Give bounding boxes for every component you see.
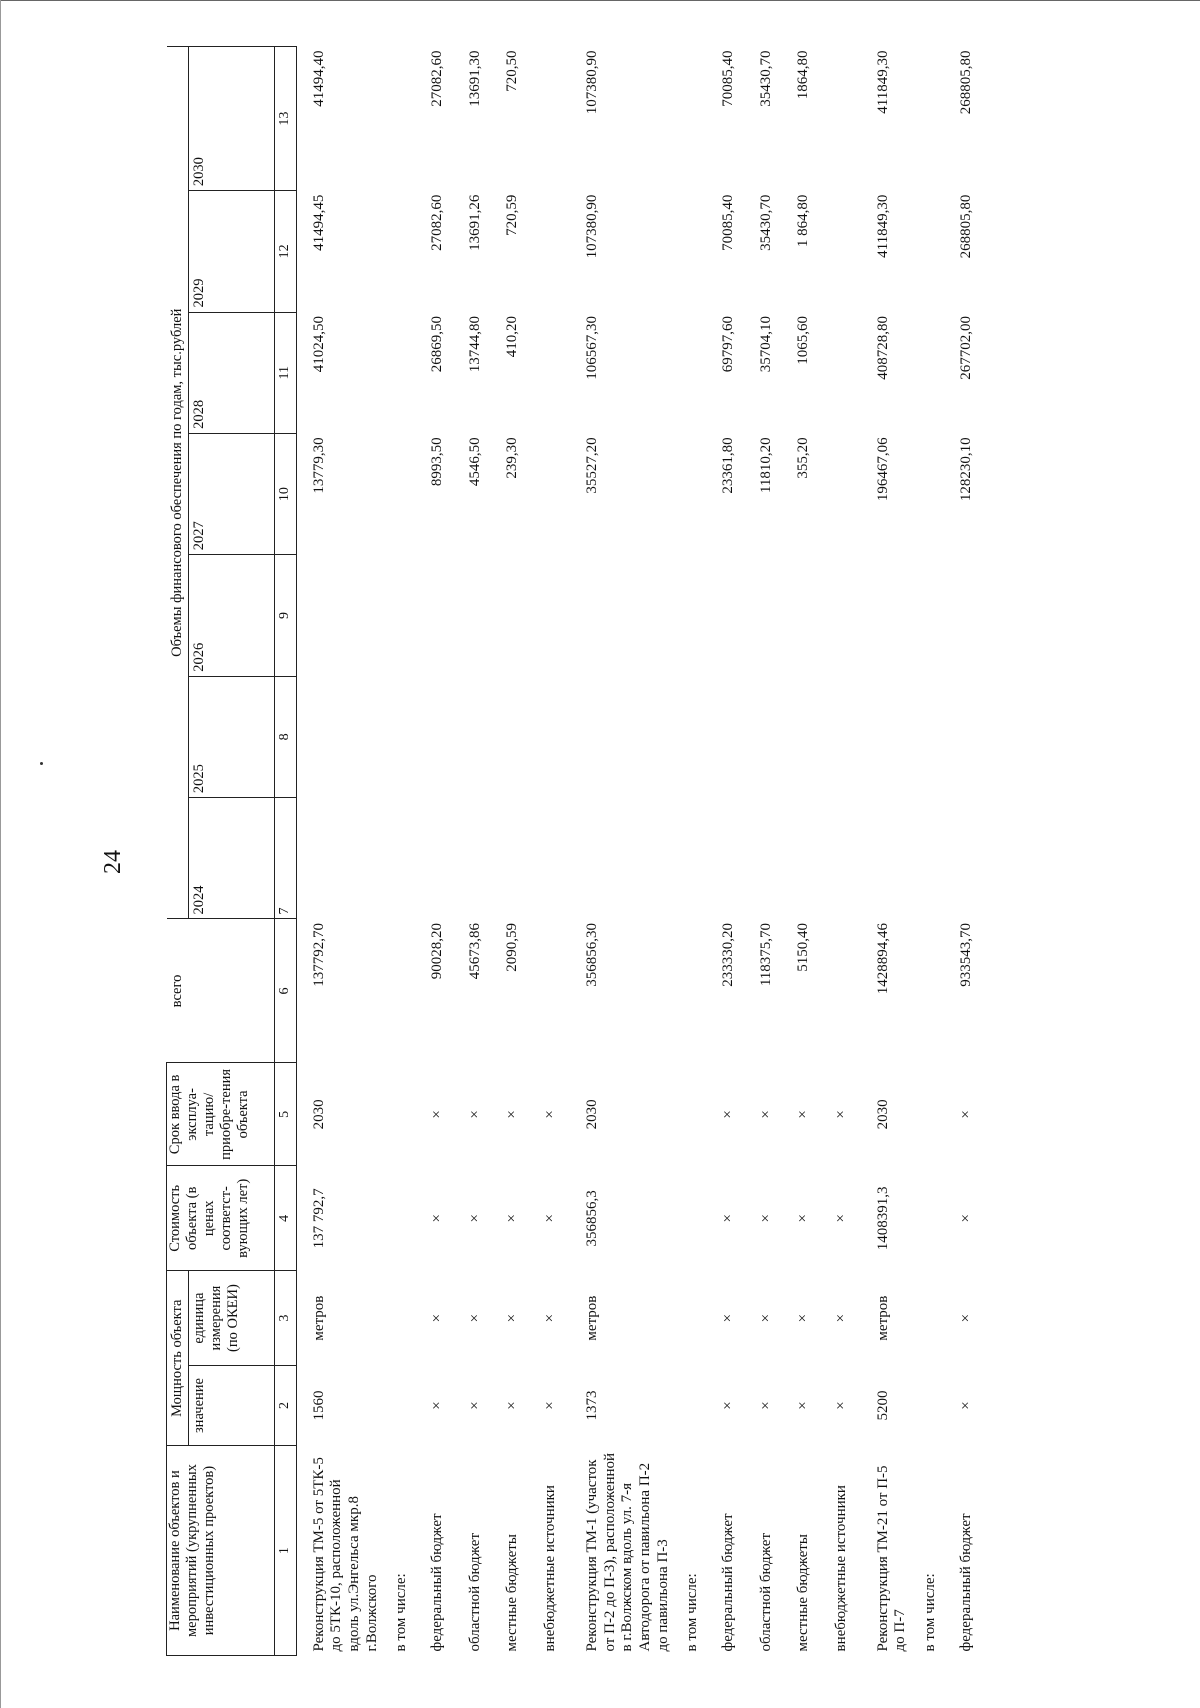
- cell-y2028: 26869,50: [429, 316, 446, 373]
- table-body: [296, 47, 985, 1656]
- cell-y2026: [748, 555, 786, 676]
- cell-total: [823, 919, 861, 1063]
- empty-cell: [914, 919, 948, 1063]
- empty-cell: [385, 191, 419, 312]
- table-row-source: [710, 47, 748, 1656]
- cell-y2026: [785, 555, 823, 676]
- cell-term: ×: [795, 1110, 812, 1119]
- empty-cell: [385, 676, 419, 797]
- column-number: 10: [275, 433, 297, 554]
- cell-value: ×: [466, 1401, 483, 1410]
- cell-total: 933543,70: [957, 922, 974, 987]
- column-number: 7: [275, 798, 297, 919]
- page-number: 24: [99, 850, 126, 874]
- empty-cell: [676, 1365, 710, 1445]
- row-name: федеральный бюджет: [429, 1513, 446, 1652]
- table-row-project: [570, 47, 676, 1656]
- cell-y2026: [494, 555, 532, 676]
- cell-y2030: 1864,80: [795, 50, 812, 100]
- cell-y2026: [861, 555, 914, 676]
- cell-total: 118375,70: [757, 922, 774, 987]
- cell-y2029: 268805,80: [957, 194, 974, 259]
- cell-y2027: 196467,06: [874, 437, 891, 502]
- row-name: Реконструкция ТМ-5 от 5ТК-5 до 5ТК-10, расположенной вдоль ул.Энгельса мкр.8 г.Волжского: [310, 1457, 380, 1652]
- cell-y2026: [710, 555, 748, 676]
- cell-y2025: [785, 676, 823, 797]
- table-row-source: [457, 47, 495, 1656]
- cell-y2025: [861, 676, 914, 797]
- cell-y2024: [532, 798, 570, 919]
- column-number: 1: [275, 1446, 297, 1656]
- empty-cell: [914, 676, 948, 797]
- header-cost: Стоимость объекта (в ценах соответст-вующих лет): [167, 1166, 275, 1271]
- cell-cost: 137 792,7: [310, 1188, 327, 1249]
- cell-y2028: 408728,80: [874, 316, 891, 380]
- cell-y2027: [823, 433, 861, 554]
- column-number: 4: [275, 1166, 297, 1271]
- column-number: 2: [275, 1365, 297, 1445]
- column-number: 8: [275, 676, 297, 797]
- empty-cell: [676, 433, 710, 554]
- column-number: 5: [275, 1063, 297, 1166]
- cell-total: 1428894,46: [874, 922, 891, 995]
- empty-cell: [385, 1271, 419, 1366]
- row-name: областной бюджет: [466, 1532, 483, 1652]
- table-row-source: [823, 47, 861, 1656]
- table-row-source: [532, 47, 570, 1656]
- cell-unit: ×: [957, 1313, 974, 1323]
- cell-unit: метров: [583, 1295, 600, 1341]
- empty-cell: [385, 433, 419, 554]
- empty-cell: [385, 1365, 419, 1445]
- cell-y2024: [785, 798, 823, 919]
- cell-cost: ×: [429, 1214, 446, 1223]
- empty-cell: [385, 312, 419, 433]
- empty-cell: [914, 191, 948, 312]
- header-year: 2029: [189, 191, 275, 312]
- column-number: 3: [275, 1271, 297, 1366]
- row-name: Реконструкция ТМ-1 (участок от П-2 до П-3), расположенной в г.Волжском вдоль ул. 7-я Автодорога от павильона П-2 до павильона П-3: [583, 1452, 671, 1652]
- cell-unit: ×: [833, 1313, 849, 1323]
- cell-value: ×: [795, 1401, 812, 1410]
- column-number: 13: [275, 47, 297, 191]
- cell-cost: ×: [833, 1214, 849, 1223]
- cell-y2028: [823, 312, 861, 433]
- scan-edge-left: [0, 0, 1, 1708]
- cell-y2025: [823, 676, 861, 797]
- cell-y2029: 35430,70: [757, 194, 774, 251]
- cell-value: ×: [757, 1401, 774, 1410]
- empty-cell: [914, 47, 948, 191]
- cell-y2027: [532, 433, 570, 554]
- empty-cell: [676, 798, 710, 919]
- scan-speck: [40, 762, 43, 765]
- cell-y2028: 41024,50: [310, 316, 327, 373]
- cell-y2028: 69797,60: [719, 316, 736, 373]
- row-name: Реконструкция ТМ-21 от П-5 до П-7: [874, 1465, 909, 1652]
- empty-cell: [676, 676, 710, 797]
- empty-cell: [676, 191, 710, 312]
- cell-term: ×: [504, 1110, 521, 1119]
- cell-unit: ×: [429, 1313, 446, 1323]
- cell-term: ×: [833, 1110, 849, 1119]
- cell-term: 2030: [583, 1099, 600, 1130]
- empty-cell: [914, 555, 948, 676]
- cell-term: 2030: [310, 1099, 327, 1130]
- cell-unit: ×: [466, 1313, 483, 1323]
- cell-total: 356856,30: [583, 922, 600, 987]
- cell-unit: ×: [795, 1313, 812, 1323]
- row-name: местные бюджеты: [795, 1534, 812, 1652]
- cell-value: ×: [957, 1401, 974, 1410]
- cell-total: 137792,70: [310, 922, 327, 987]
- cell-y2030: [823, 47, 861, 191]
- cell-y2027: 4546,50: [466, 437, 483, 487]
- cell-total: 5150,40: [795, 922, 812, 972]
- table-row-project: [861, 47, 914, 1656]
- cell-y2027: 23361,80: [719, 437, 736, 494]
- table-row-source: [494, 47, 532, 1656]
- cell-y2030: 107380,90: [583, 50, 600, 115]
- cell-y2029: 720,59: [504, 194, 521, 236]
- row-name: внебюджетные источники: [833, 1485, 849, 1652]
- empty-cell: [914, 1271, 948, 1366]
- cell-total: 45673,86: [466, 922, 483, 980]
- cell-cost: ×: [466, 1214, 483, 1223]
- cell-y2026: [948, 555, 986, 676]
- cell-value: 1373: [583, 1390, 600, 1421]
- cell-value: ×: [429, 1401, 446, 1410]
- cell-total: 2090,59: [504, 922, 521, 972]
- empty-cell: [676, 1166, 710, 1271]
- row-name: местные бюджеты: [504, 1534, 521, 1652]
- cell-total: [532, 919, 570, 1063]
- cell-term: ×: [957, 1110, 974, 1119]
- cell-y2025: [296, 676, 385, 797]
- cell-y2024: [710, 798, 748, 919]
- cell-y2027: 355,20: [795, 437, 812, 479]
- cell-term: ×: [466, 1110, 483, 1119]
- cell-y2026: [532, 555, 570, 676]
- table-row-including: [676, 47, 710, 1656]
- column-number: 12: [275, 191, 297, 312]
- cell-cost: 1408391,3: [874, 1186, 891, 1251]
- empty-cell: [914, 312, 948, 433]
- cell-y2025: [948, 676, 986, 797]
- cell-y2025: [419, 676, 457, 797]
- cell-unit: метров: [310, 1295, 327, 1341]
- cell-y2027: 239,30: [504, 437, 521, 479]
- cell-unit: ×: [757, 1313, 774, 1323]
- cell-value: ×: [542, 1401, 559, 1410]
- header-year: 2026: [189, 555, 275, 676]
- empty-cell: [385, 555, 419, 676]
- table-row-source: [785, 47, 823, 1656]
- cell-cost: ×: [795, 1214, 812, 1223]
- table-row-source: [748, 47, 786, 1656]
- header-capacity-unit: единица измерения (по ОКЕИ): [189, 1271, 275, 1366]
- empty-cell: [676, 555, 710, 676]
- cell-unit: ×: [719, 1313, 736, 1323]
- cell-value: ×: [719, 1401, 736, 1410]
- cell-y2028: 35704,10: [757, 316, 774, 373]
- row-name: областной бюджет: [757, 1532, 774, 1652]
- empty-cell: [676, 47, 710, 191]
- cell-cost: ×: [957, 1214, 974, 1223]
- header-year: 2024: [189, 798, 275, 919]
- table-row-including: [914, 47, 948, 1656]
- cell-y2026: [823, 555, 861, 676]
- empty-cell: [914, 1063, 948, 1166]
- row-name: в том числе:: [684, 1573, 701, 1652]
- cell-term: 2030: [874, 1099, 891, 1130]
- header-name: Наименование объектов и мероприятий (укрупненных инвестиционных проектов): [167, 1446, 275, 1656]
- cell-y2024: [823, 798, 861, 919]
- cell-y2025: [710, 676, 748, 797]
- header-year: 2025: [189, 676, 275, 797]
- cell-y2025: [570, 676, 676, 797]
- column-number: 6: [275, 919, 297, 1063]
- cell-cost: ×: [542, 1214, 559, 1223]
- header-year: 2030: [189, 47, 275, 191]
- table-row-project: [296, 47, 385, 1656]
- row-name: федеральный бюджет: [957, 1513, 974, 1652]
- cell-cost: ×: [757, 1214, 774, 1223]
- cell-unit: метров: [874, 1295, 891, 1341]
- header-year: 2028: [189, 312, 275, 433]
- table-row-including: [385, 47, 419, 1656]
- cell-y2029: 107380,90: [583, 194, 600, 259]
- cell-y2025: [457, 676, 495, 797]
- cell-y2029: 27082,60: [429, 194, 446, 251]
- cell-cost: 356856,3: [583, 1190, 600, 1247]
- empty-cell: [385, 1166, 419, 1271]
- empty-cell: [914, 1166, 948, 1271]
- cell-value: 1560: [310, 1390, 327, 1421]
- cell-y2030: 411849,30: [874, 50, 891, 114]
- cell-y2027: 35527,20: [583, 437, 600, 494]
- cell-y2026: [457, 555, 495, 676]
- cell-cost: ×: [719, 1214, 736, 1223]
- cell-y2024: [419, 798, 457, 919]
- header-total: всего: [167, 919, 275, 1063]
- cell-y2024: [296, 798, 385, 919]
- cell-term: ×: [542, 1110, 559, 1119]
- empty-cell: [914, 798, 948, 919]
- cell-y2029: [823, 191, 861, 312]
- cell-y2030: 27082,60: [429, 50, 446, 107]
- empty-cell: [914, 433, 948, 554]
- cell-y2030: 41494,40: [310, 50, 327, 107]
- cell-y2024: [457, 798, 495, 919]
- cell-y2029: 41494,45: [310, 194, 327, 251]
- cell-y2030: 70085,40: [719, 50, 736, 107]
- cell-unit: ×: [542, 1313, 559, 1323]
- header-capacity-value: значение: [189, 1365, 275, 1445]
- cell-y2029: 13691,26: [466, 194, 483, 251]
- cell-y2030: 35430,70: [757, 50, 774, 107]
- cell-y2025: [532, 676, 570, 797]
- cell-y2030: 720,50: [504, 50, 521, 92]
- cell-y2026: [570, 555, 676, 676]
- column-number: 11: [275, 312, 297, 433]
- cell-y2024: [748, 798, 786, 919]
- empty-cell: [914, 1365, 948, 1445]
- row-name: в том числе:: [393, 1573, 410, 1652]
- empty-cell: [676, 919, 710, 1063]
- cell-total: 90028,20: [429, 922, 446, 980]
- cell-value: ×: [833, 1401, 849, 1410]
- cell-value: ×: [504, 1401, 521, 1410]
- cell-y2024: [861, 798, 914, 919]
- cell-cost: ×: [504, 1214, 521, 1223]
- empty-cell: [676, 1271, 710, 1366]
- table-row-source: [948, 47, 986, 1656]
- header-volumes: Объемы финансового обеспечения по годам, тыс.рублей: [167, 47, 189, 919]
- cell-y2028: 1065,60: [795, 316, 812, 365]
- cell-term: ×: [719, 1110, 736, 1119]
- cell-y2030: 13691,30: [466, 50, 483, 107]
- cell-term: ×: [429, 1110, 446, 1119]
- column-number: 9: [275, 555, 297, 676]
- cell-y2025: [748, 676, 786, 797]
- row-name: в том числе:: [922, 1573, 939, 1652]
- cell-total: 233330,20: [719, 922, 736, 987]
- cell-y2024: [494, 798, 532, 919]
- cell-y2029: 1 864,80: [795, 194, 812, 248]
- cell-y2028: 410,20: [504, 316, 521, 358]
- cell-y2026: [296, 555, 385, 676]
- cell-y2027: 13779,30: [310, 437, 327, 494]
- cell-y2028: 13744,80: [466, 316, 483, 373]
- rotated-table-container: [166, 46, 1188, 1656]
- cell-unit: ×: [504, 1313, 521, 1323]
- cell-y2024: [570, 798, 676, 919]
- cell-y2027: 8993,50: [429, 437, 446, 487]
- cell-y2029: 411849,30: [874, 194, 891, 258]
- header-year: 2027: [189, 433, 275, 554]
- empty-cell: [676, 1063, 710, 1166]
- cell-y2027: 128230,10: [957, 437, 974, 502]
- cell-y2028: [532, 312, 570, 433]
- row-name: федеральный бюджет: [719, 1513, 736, 1652]
- cell-term: ×: [757, 1110, 774, 1119]
- table-row-source: [419, 47, 457, 1656]
- empty-cell: [676, 312, 710, 433]
- cell-y2024: [948, 798, 986, 919]
- cell-y2026: [419, 555, 457, 676]
- empty-cell: [385, 919, 419, 1063]
- cell-y2028: 267702,00: [957, 316, 974, 380]
- header-capacity: Мощность объекта: [167, 1271, 189, 1446]
- header-term: Срок ввода в эксплуа-тацию/ приобре-тения объекта: [167, 1063, 275, 1166]
- cell-y2030: [532, 47, 570, 191]
- scan-edge-top: [0, 0, 1200, 1]
- row-name: внебюджетные источники: [542, 1485, 559, 1652]
- empty-cell: [385, 47, 419, 191]
- financing-table: [166, 46, 985, 1656]
- cell-y2029: 70085,40: [719, 194, 736, 251]
- cell-y2030: 268805,80: [957, 50, 974, 115]
- cell-y2029: [532, 191, 570, 312]
- empty-cell: [385, 798, 419, 919]
- cell-value: 5200: [874, 1390, 891, 1421]
- cell-y2025: [494, 676, 532, 797]
- cell-y2028: 106567,30: [583, 316, 600, 380]
- cell-y2027: 11810,20: [757, 437, 774, 494]
- empty-cell: [385, 1063, 419, 1166]
